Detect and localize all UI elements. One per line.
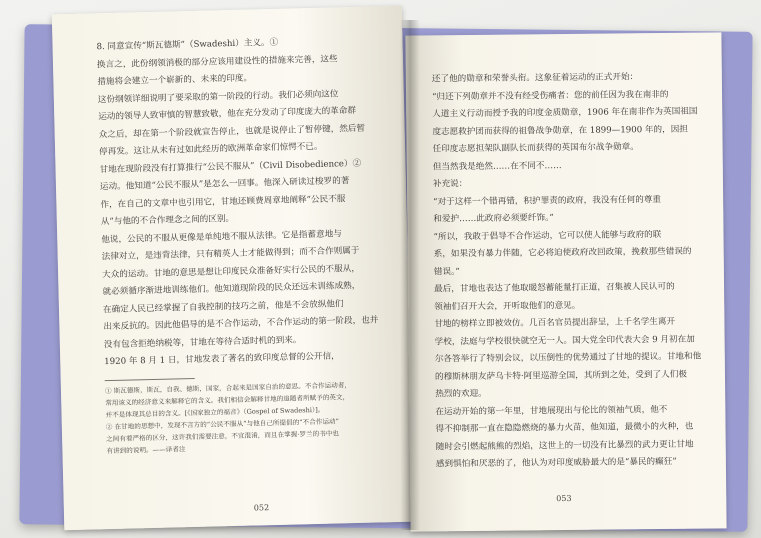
text-line: 众之后，却在第一个阶段就宣告停止，也就是说停止了暂停键，然后暂 — [98, 123, 366, 140]
text-line: 没有包含拒绝纳税等，甘地在等待合适时机的到来。 — [103, 334, 302, 350]
right-page — [405, 32, 726, 531]
text-line: 系，如果没有暴力伴随，它必将迫使政府改回政策，挽救那些错误的 — [433, 246, 692, 260]
text-line: 在运动开始的第一年里，甘地展现出与伦比的领袖气质，他不 — [435, 404, 668, 417]
footnote-line: 之间有着严格的区分，这许我们需要注意，不宜混淆，而且在掌握·罗兰的书中也 — [106, 428, 340, 443]
footnote-line: 并不是体现其总目的含义。[《国家独立的福音》（Gospel of Swadeshi）]。 — [105, 405, 325, 419]
footnote-rule — [105, 377, 195, 380]
text-line: 作，在自己的文章中也引用它，甘地还顾费周章地阐释“公民不服 — [100, 193, 346, 210]
text-line: 他说，公民的不服从更像是单纯地不服从法律。它是指蓄意地与 — [101, 228, 342, 245]
footnote-line: ① 斯瓦德斯，斯瓦，自我、德斯，国家，合起来是国家自治的意思。不合作运动者， — [104, 380, 352, 395]
left-page — [52, 6, 415, 530]
text-line: “归还下列勋章并不没有经受伤痛者：您的前任因为我在南非的 — [432, 89, 669, 102]
footnote-line: ② 在甘地的思想中，发现不言方的“公民不服从”与他自己所提倡的“不合作运动” — [105, 416, 340, 431]
left-page-lines — [96, 32, 394, 371]
text-line: 的穆斯林朋友萨乌卡特·阿里巡游全国，其所到之处，受到了人们极 — [434, 369, 687, 382]
text-line: 停再发。这让从未有过如此经历的欧洲革命家们惊愕不已。 — [99, 141, 323, 158]
text-line: 1920 年 8 月 1 日，甘地发表了著名的致印度总督的公开信， — [104, 351, 340, 368]
text-line: 甘地的榜样立即被效仿。几百名官员提出辞呈，上千名学生离开 — [434, 316, 676, 330]
text-line: 出来反抗的。因此他倡导的是不合作运动，不合作运动的第一阶段，也并 — [103, 315, 379, 333]
text-line: 最后，甘地也表达了他取暖怒蓄能量打正道，召集被人民认可的 — [434, 281, 675, 295]
text-line: 在确定人民已经掌握了自我控制的技巧之前，他是不会放纵他们 — [102, 298, 344, 315]
text-line: “所以，我敢于倡导不合作运动，它可以使人能够与政府的联 — [433, 229, 662, 242]
text-line: 和爱护……此政府必须要纤饰。” — [433, 213, 554, 225]
right-page-lines — [432, 69, 706, 474]
text-line: 8. 同意宣传“斯瓦德斯”（Swadeshi）主义。① — [96, 37, 279, 53]
left-page-footnotes — [105, 378, 397, 457]
text-line: “对于这样一个错再错，积护罪责的政府，我没有任何的尊重 — [433, 194, 662, 207]
text-line: 任印度志愿担架队副队长而获得的英国布尔战争勋章。 — [432, 142, 639, 155]
text-line: 错误。” — [433, 266, 460, 277]
text-line: 热烈的欢迎。 — [435, 388, 487, 400]
text-line: 人道主义行动而授予我的印度金质勋章，1906 年在南非作为英国祖国 — [432, 106, 698, 120]
footnote-line: 常用该义的经济意义来解释它的含义。我们相信会解释甘地的追随者所赋予的英文， — [105, 392, 350, 407]
text-line: 运动。他知道“公民不服从”是怎么一回事。他深入研读过梭罗的著 — [99, 176, 350, 193]
left-page-text — [96, 32, 396, 456]
text-line: 领袖们召开大会，开听取他们的意见。 — [434, 300, 581, 312]
text-line: 感到惧怕和厌恶的了，他认为对印度威胁最大的是“暴民的癫狂” — [435, 456, 677, 470]
text-line: 措施将会建立一个崭新的、未来的印度。 — [97, 73, 253, 88]
text-line: 大众的运动。甘地的意思是想让印度民众准备好实行公民的不服从， — [102, 263, 360, 280]
text-line: 补充说： — [432, 179, 468, 190]
text-line: 尔各答举行了特别会议，以压倒性的优势通过了甘地的提议。甘地和他 — [434, 351, 702, 365]
text-line: 这份纲领详细说明了要采取的第一阶段的行动。我们必须向这位 — [97, 88, 339, 105]
text-line: 得不抑制那一直在隐隐燃烧的暴力火苗，他知道，最微小的火种，也 — [435, 421, 694, 435]
text-line: 就必须循序渐进地训练他们。他知道现阶段的民众还远未训练成熟， — [102, 280, 361, 298]
text-line: 法律对立，是违背法律，只有精英人士才能做得到；而不合作则属于 — [101, 245, 360, 263]
text-line: 度志愿救护团而获得的祖鲁战争勋章，在 1899—1900 年的，因担 — [432, 124, 688, 137]
text-line: 但当然我是绝然……在不同不…… — [432, 160, 562, 172]
book-gutter-shadow — [400, 20, 420, 530]
left-page-number: 052 — [253, 503, 270, 513]
right-page-text — [432, 69, 706, 474]
text-line: 运动的领导人致审慎的智慧致敬，他在充分发动了印度庞大的革命群 — [98, 105, 357, 123]
text-line: 随时会引燃起熊熊的烈焰，这世上的一切没有比暴烈的武力更让甘地 — [435, 439, 694, 452]
right-page-number: 053 — [556, 493, 572, 504]
text-line: 换言之，此份纲领消极的部分应该用建设性的措施来完善，这些 — [96, 53, 338, 70]
text-line: 甘地在现阶段没有打算推行“公民不服从”（Civil Disobedience）② — [99, 158, 362, 175]
footnote-line: 有讲到的说明。——译者注 — [106, 444, 186, 455]
text-line: 从”与他的不合作理念之间的区别。 — [100, 213, 235, 228]
text-line: 学校，法庭与学校很快就空无一人。国大党全印代表大会 9 月初在加 — [434, 334, 695, 347]
text-line: 还了他的勋章和荣誉头衔。这象征着运动的正式开始： — [431, 72, 639, 85]
